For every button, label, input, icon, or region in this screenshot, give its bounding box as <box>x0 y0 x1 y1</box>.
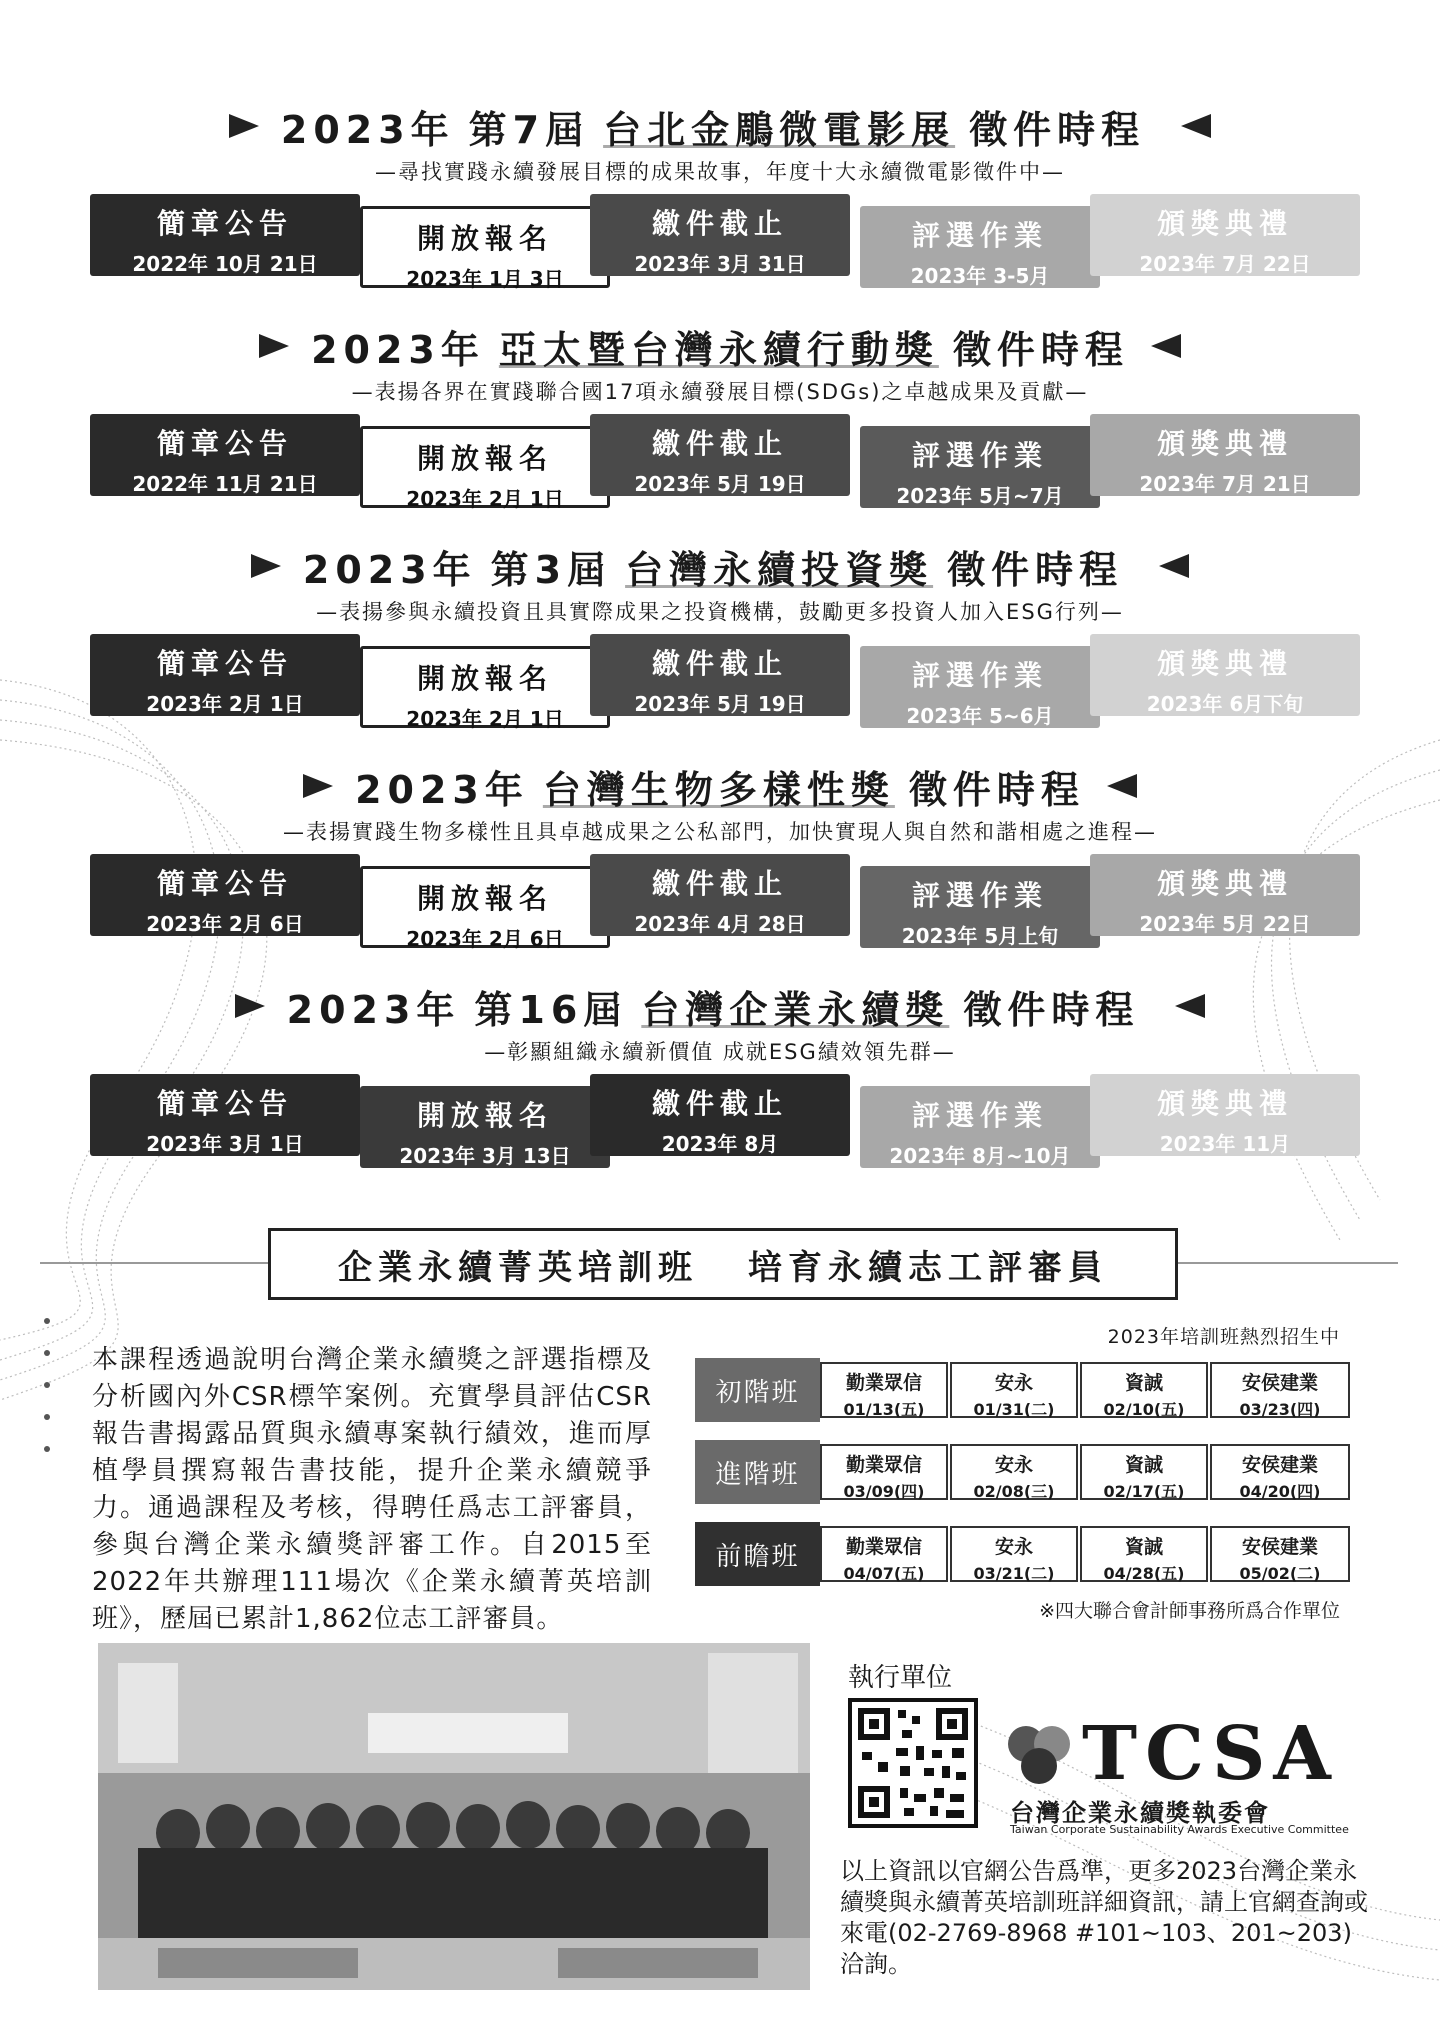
arrow-right-icon <box>259 334 289 358</box>
title-award-name: 台灣生物多樣性獎 <box>542 767 895 812</box>
stage-announce: 簡章公告 2022年 11月 21日 <box>90 414 360 496</box>
title-suffix: 徵件時程 <box>963 987 1140 1032</box>
stage-review: 評選作業 2023年 8月~10月 <box>860 1086 1100 1168</box>
title-award-name: 台灣永續投資獎 <box>625 547 934 592</box>
section-subtitle: —表揚各界在實踐聯合國17項永續發展目標(SDGs)之卓越成果及貢獻— <box>351 380 1089 404</box>
schedule-section-3 <box>0 538 1440 748</box>
tier-label: 初階班 <box>695 1358 820 1422</box>
stage-ceremony: 頒獎典禮 2023年 11月 <box>1090 1074 1360 1156</box>
stage-review: 評選作業 2023年 5月上旬 <box>860 866 1100 948</box>
stage-review: 評選作業 2023年 5~6月 <box>860 646 1100 728</box>
timeline <box>90 414 1360 514</box>
stage-review: 評選作業 2023年 5月~7月 <box>860 426 1100 508</box>
arrow-left-icon <box>1175 994 1205 1018</box>
stage-deadline: 繳件截止 2023年 8月 <box>590 1074 850 1156</box>
title-suffix: 徵件時程 <box>969 107 1146 152</box>
section-subtitle: —彰顯組織永續新價值 成就ESG績效領先群— <box>484 1040 956 1064</box>
session-cell: 資誠 04/28(五) <box>1080 1526 1208 1582</box>
title-suffix: 徵件時程 <box>947 547 1124 592</box>
stage-register: 開放報名 2023年 1月 3日 <box>360 206 610 288</box>
group-photo <box>98 1643 810 1990</box>
course-intro: 本課程透過說明台灣企業永續獎之評選指標及分析國內外CSR標竿案例。充實學員評估CSR報告書揭露品質與永續專案執行績效，進而厚植學員撰寫報告書技能，提升企業永續競爭力。通過課程及考核，得聘任爲志工評審員，參與台灣企業永續獎評審工作。自2015至2022年共辦理111場次《企業永續菁英培訓班》，歷屆已累計1,862位志工評審員。 <box>92 1345 652 1634</box>
title-year: 2023年 <box>280 107 455 152</box>
banner-line-right <box>1178 1262 1398 1264</box>
stage-deadline: 繳件截止 2023年 5月 19日 <box>590 414 850 496</box>
title-suffix: 徵件時程 <box>952 327 1129 372</box>
arrow-right-icon <box>229 114 259 138</box>
partner-note: ※四大聯合會計師事務所爲合作單位 <box>1039 1600 1340 1622</box>
schedule-section-5 <box>0 978 1440 1188</box>
session-cell: 安侯建業 05/02(二) <box>1210 1526 1350 1582</box>
session-cell: 資誠 02/10(五) <box>1080 1362 1208 1418</box>
title-award-name: 台北金鵰微電影展 <box>603 107 956 152</box>
title-edition: 第16屆 <box>474 987 628 1032</box>
banner-line-left <box>40 1262 268 1264</box>
training-row-basic <box>695 1358 1350 1422</box>
session-cell: 安永 02/08(三) <box>950 1444 1078 1500</box>
title-edition: 第3屆 <box>490 547 612 592</box>
tcsa-logo-text: TCSA <box>1082 1711 1339 1797</box>
schedule-section-4 <box>0 758 1440 968</box>
arrow-left-icon <box>1151 334 1181 358</box>
executor-org-zh: 台灣企業永續獎執委會 <box>1010 1799 1270 1827</box>
session-cell: 安永 01/31(二) <box>950 1362 1078 1418</box>
stage-deadline: 繳件截止 2023年 3月 31日 <box>590 194 850 276</box>
stage-register: 開放報名 2023年 2月 1日 <box>360 646 610 728</box>
stage-deadline: 繳件截止 2023年 4月 28日 <box>590 854 850 936</box>
banner-left-text: 企業永續菁英培訓班 <box>338 1247 698 1288</box>
executor-org-en: Taiwan Corporate Sustainability Awards Executive Committee <box>1010 1823 1349 1836</box>
title-year: 2023年 <box>302 547 477 592</box>
qr-code[interactable] <box>848 1698 978 1828</box>
stage-announce: 簡章公告 2023年 3月 1日 <box>90 1074 360 1156</box>
session-cell: 安永 03/21(二) <box>950 1526 1078 1582</box>
training-row-advanced <box>695 1440 1350 1504</box>
stage-announce: 簡章公告 2023年 2月 1日 <box>90 634 360 716</box>
session-cell: 勤業眾信 01/13(五) <box>820 1362 948 1418</box>
stage-deadline: 繳件截止 2023年 5月 19日 <box>590 634 850 716</box>
arrow-left-icon <box>1107 774 1137 798</box>
training-banner <box>268 1228 1178 1300</box>
tcsa-logo-icon <box>1000 1716 1080 1792</box>
stage-ceremony: 頒獎典禮 2023年 7月 22日 <box>1090 194 1360 276</box>
section-title <box>0 318 1440 374</box>
timeline <box>90 194 1360 294</box>
schedule-section-1 <box>0 98 1440 308</box>
stage-ceremony: 頒獎典禮 2023年 7月 21日 <box>1090 414 1360 496</box>
session-cell: 資誠 02/17(五) <box>1080 1444 1208 1500</box>
arrow-right-icon <box>303 774 333 798</box>
arrow-right-icon <box>235 994 265 1018</box>
timeline <box>90 634 1360 734</box>
tier-label: 進階班 <box>695 1440 820 1504</box>
section-title <box>0 758 1440 814</box>
title-year: 2023年 <box>355 767 529 812</box>
title-award-name: 台灣企業永續獎 <box>641 987 950 1032</box>
title-suffix: 徵件時程 <box>908 767 1085 812</box>
decorative-dots <box>44 1318 52 1478</box>
section-title <box>0 978 1440 1034</box>
stage-announce: 簡章公告 2023年 2月 6日 <box>90 854 360 936</box>
title-year: 2023年 <box>311 327 485 372</box>
stage-register: 開放報名 2023年 2月 1日 <box>360 426 610 508</box>
stage-ceremony: 頒獎典禮 2023年 6月下旬 <box>1090 634 1360 716</box>
schedule-section-2 <box>0 318 1440 528</box>
stage-register: 開放報名 2023年 3月 13日 <box>360 1086 610 1168</box>
session-cell: 勤業眾信 04/07(五) <box>820 1526 948 1582</box>
footer-info: 以上資訊以官網公告爲準，更多2023台灣企業永續獎與永續菁英培訓班詳細資訊，請上官網查詢或來電(02-2769-8968 #101~103、201~203)洽詢。 <box>840 1857 1368 1978</box>
timeline <box>90 854 1360 954</box>
training-row-forward <box>695 1522 1350 1586</box>
group-photo-image <box>98 1643 810 1990</box>
title-year: 2023年 <box>286 987 461 1032</box>
section-title <box>0 98 1440 154</box>
section-subtitle: —表揚參與永續投資且具實際成果之投資機構，鼓勵更多投資人加入ESG行列— <box>316 600 1124 624</box>
executor-label: 執行單位 <box>848 1663 953 1693</box>
stage-register: 開放報名 2023年 2月 6日 <box>360 866 610 948</box>
timeline <box>90 1074 1360 1174</box>
title-edition: 第7屆 <box>468 107 590 152</box>
arrow-right-icon <box>251 554 281 578</box>
training-heading: 2023年培訓班熱烈招生中 <box>1107 1326 1340 1348</box>
section-subtitle: —尋找實踐永續發展目標的成果故事，年度十大永續微電影徵件中— <box>375 160 1065 184</box>
tier-label: 前瞻班 <box>695 1522 820 1586</box>
title-award-name: 亞太暨台灣永續行動獎 <box>498 327 939 372</box>
session-cell: 安侯建業 04/20(四) <box>1210 1444 1350 1500</box>
arrow-left-icon <box>1159 554 1189 578</box>
qr-code-icon <box>852 1702 974 1824</box>
session-cell: 安侯建業 03/23(四) <box>1210 1362 1350 1418</box>
stage-ceremony: 頒獎典禮 2023年 5月 22日 <box>1090 854 1360 936</box>
stage-announce: 簡章公告 2022年 10月 21日 <box>90 194 360 276</box>
stage-review: 評選作業 2023年 3-5月 <box>860 206 1100 288</box>
section-subtitle: —表揚實踐生物多樣性且具卓越成果之公私部門，加快實現人與自然和諧相處之進程— <box>283 820 1157 844</box>
banner-right-text: 培育永續志工評審員 <box>748 1247 1108 1288</box>
arrow-left-icon <box>1181 114 1211 138</box>
session-cell: 勤業眾信 03/09(四) <box>820 1444 948 1500</box>
section-title <box>0 538 1440 594</box>
